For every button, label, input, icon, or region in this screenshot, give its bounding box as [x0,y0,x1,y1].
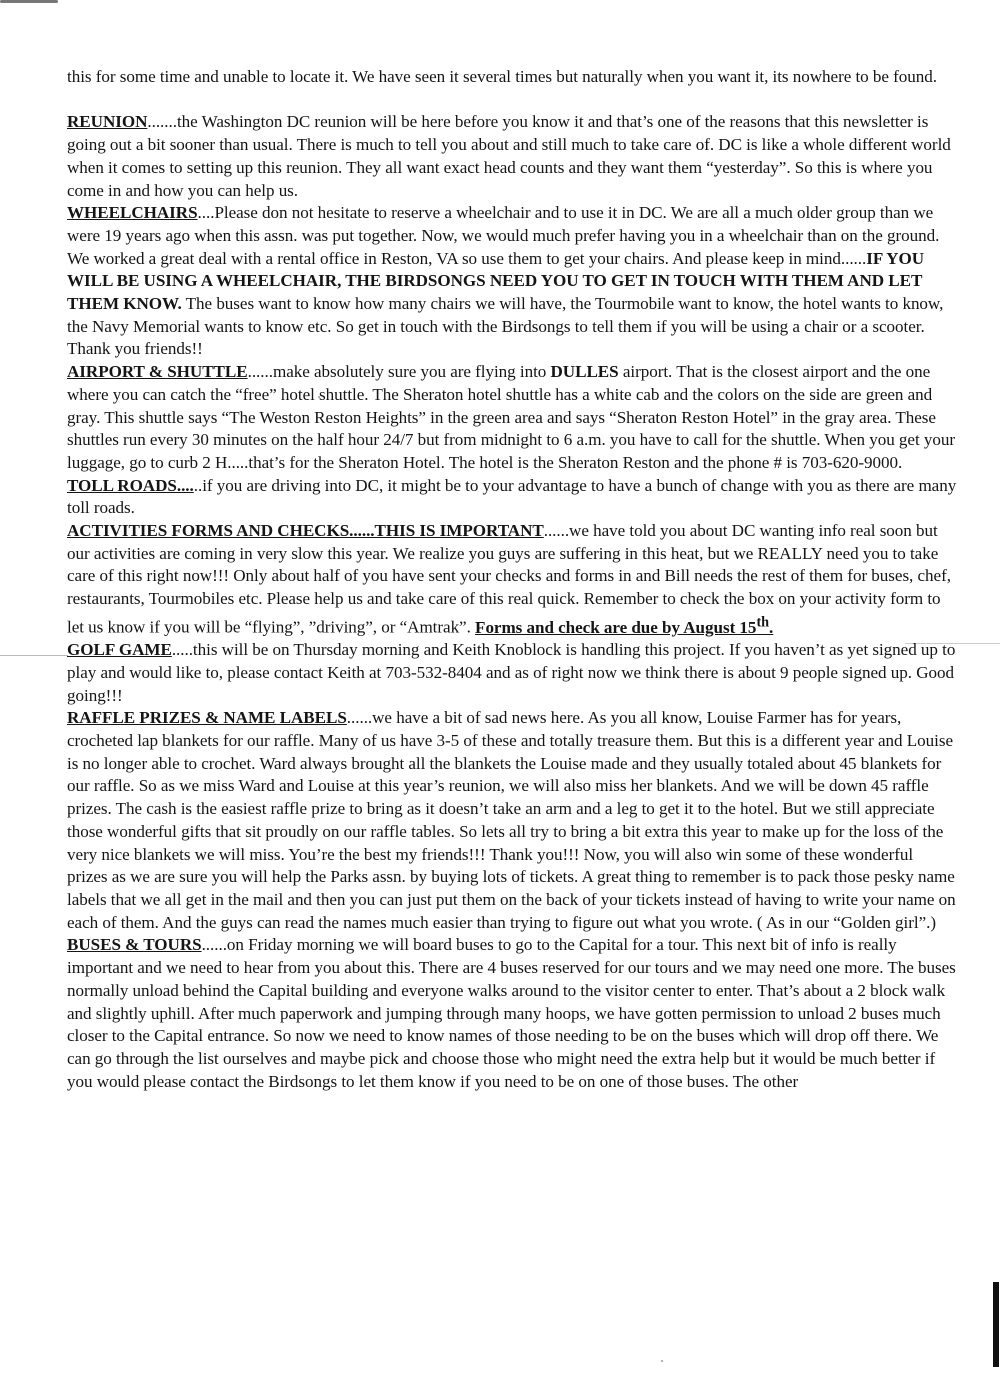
section-text-airport: ......make absolutely sure you are flying into [247,362,551,382]
section-buses-tours [67,934,957,1093]
section-text-wheelchairs-cont: The buses want to know how many chairs we will have, the Tourmobile want to know, the hotel wants to know, the Navy Memorial wants to know etc. So get in touch with the Birdsongs to tell them if you will be using a chair or a scooter. Thank you friends!! [67,294,944,359]
section-text-golf: .....this will be on Thursday morning and Keith Knoblock is handling this project. If you haven’t as yet signed up to play and would like to, please contact Keith at 703-532-8404 and as of right now we think there is about 9 people signed up. Good going!!! [67,640,956,705]
section-heading-golf: GOLF GAME [67,640,172,660]
section-heading-toll-roads: TOLL ROADS.... [67,475,194,495]
intro-paragraph [67,66,957,89]
section-toll-roads [67,475,957,520]
section-heading-wheelchairs: WHEELCHAIRS [67,203,198,223]
section-golf-game [67,639,957,707]
due-date-text: Forms and check are due by August 15 [475,617,757,637]
intro-text: this for some time and unable to locate it. We have seen it several times but naturally when you want it, its nowhere to be found. [67,67,938,86]
wheelchair-notice: IF YOU WILL BE USING A WHEELCHAIR, THE BIRDSONGS NEED YOU TO GET IN TOUCH WITH THEM AND LET THEM KNOW. [67,248,925,314]
scan-edge-mark [0,0,58,3]
section-text-reunion: .......the Washington DC reunion will be here before you know it and that’s one of the reasons that this newsletter is going out a bit sooner than usual. There is much to tell you about and still much to take care of. DC is like a whole different world when it comes to setting up this reunion. They all want exact head counts and they want them “yesterday”. So this is where you come in and how you can help us. [67,112,951,200]
section-text-toll-roads: ..if you are driving into DC, it might be to your advantage to have a bunch of change with you as there are many toll roads. [67,475,957,518]
section-airport-shuttle [67,361,957,475]
scan-dash-left [0,655,68,656]
section-heading-buses: BUSES & TOURS [67,935,202,955]
section-text-wheelchairs: ....Please don not hesitate to reserve a wheelchair and to use it in DC. We are all a much older group than we were 19 years ago when this assn. was put together. Now, we would much prefer having you in a wheelchair than on the ground. We worked a great deal with a rental office in Reston, VA so use them to get your chairs. And please keep in mind...... [67,203,940,268]
section-text-buses: ......on Friday morning we will board buses to go to the Capital for a tour. This next bit of info is really important and we need to hear from you about this. There are 4 buses reserved for our tours and we may need one more. The buses normally unload behind the Capital building and everyone walks around to the visitor center to enter. That’s about a 2 block walk and slightly uphill. After much paperwork and jumping through many hoops, we have gotten permission to unload 2 buses much closer to the Capital entrance. So now we need to know names of those needing to be on the buses which will drop off there. We can go through the list ourselves and maybe pick and choose those who might need the extra help but it would be much better if you would please contact the Birdsongs to let them know if you need to be on one of those buses. The other [67,935,956,1091]
due-date-notice [475,613,774,637]
due-date-suffix: th [756,613,770,630]
section-wheelchairs [67,202,957,361]
section-raffle [67,707,957,934]
section-reunion [67,111,957,202]
due-date-period: . [769,617,774,637]
section-heading-reunion: REUNION [67,112,148,132]
section-heading-activities: ACTIVITIES FORMS AND CHECKS......THIS IS IMPORTANT [67,521,544,541]
section-text-activities: ......we have told you about DC wanting info real soon but our activities are coming in very slow this year. We realize you guys are suffering in this heat, but we REALLY need you to take care of this right now!!! Only about half of you have sent your checks and forms in and Bill needs the rest of them for buses, chef, restaurants, Tourmobiles etc. Please help us and take care of this real quick. Remember to check the box on your activity form to let us know if you will be “flying”, ”driving”, or “Amtrak”. [67,521,951,637]
scan-edge-bar [993,1282,999,1367]
airport-name: DULLES [550,362,619,382]
section-heading-airport: AIRPORT & SHUTTLE [67,362,248,382]
section-text-airport-cont: airport. That is the closest airport and the one where you can catch the “free” hotel shuttle. The Sheraton hotel shuttle has a white cab and the colors on the side are green and gray. This shuttle says “The Weston Reston Heights” in the green area and says “Sheraton Reston Hotel” in the gray area. These shuttles run every 30 minutes on the half hour 24/7 but from midnight to 6 a.m. you have to call for the shuttle. When you get your luggage, go to curb 2 H.....that’s for the Sheraton Hotel. The hotel is the Sheraton Reston and the phone # is 703-620-9000. [67,362,956,472]
newsletter-page [67,66,957,1093]
section-text-raffle: ......we have a bit of sad news here. As you all know, Louise Farmer has for years, crocheted lap blankets for our raffle. Many of us have 3-5 of these and totally treasure them. But this is a different year and Louise is no longer able to crochet. Ward always brought all the blankets the Louise made and they usually totaled about 45 blankets for our raffle. So as we miss Ward and Louise at this year’s reunion, we will also miss her blankets. And we will be down 45 raffle prizes. The cash is the easiest raffle prize to bring as it doesn’t take an arm and a leg to get it to the hotel. But we still appreciate those wonderful gifts that sit proudly on our raffle tables. So lets all try to bring a bit extra this year to make up for the loss of the very nice blankets we will miss. You’re the best my friends!!! Thank you!!! Now, you will also win some of these wonderful prizes as we are sure you will help the Parks assn. by buying lots of tickets. A great thing to remember is to pack those pesky name labels that we all get in the mail and then you can just put them on the back of your tickets instead of having to write your name on each of them. And the guys can read the names much easier than trying to figure out what you wrote. ( As in our “Golden girl”.) [67,708,956,932]
scan-speck [661,1360,663,1362]
section-activities [67,520,957,639]
section-heading-raffle: RAFFLE PRIZES & NAME LABELS [67,708,347,728]
